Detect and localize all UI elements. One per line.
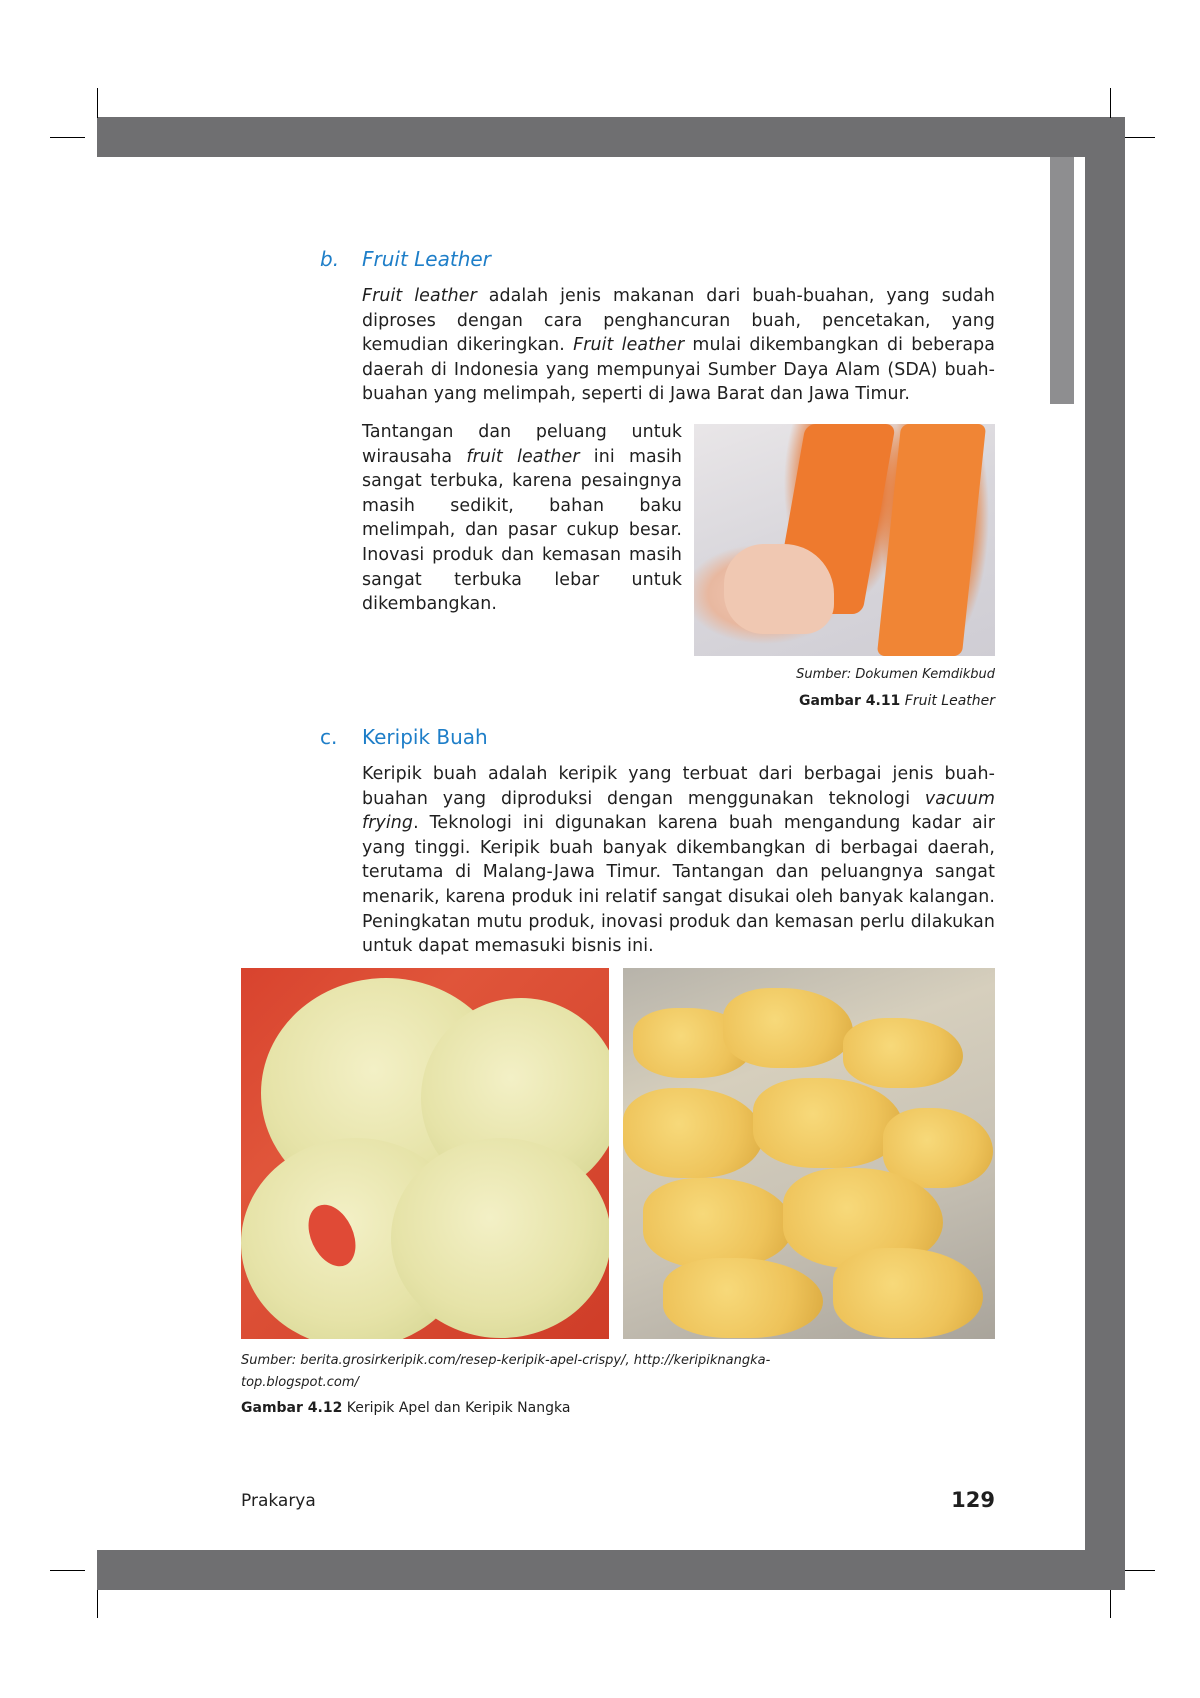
crop-mark (97, 88, 98, 118)
figure-label: Gambar 4.12 (241, 1400, 343, 1416)
fruit-leather-paragraph-1 (362, 284, 995, 407)
crop-mark (1110, 88, 1111, 118)
figure-title: Keripik Apel dan Keripik Nangka (346, 1400, 571, 1416)
crop-mark (50, 137, 85, 138)
fruit-leather-paragraph-2 (362, 420, 682, 617)
figure-4-11-caption (694, 693, 995, 709)
figure-4-11-source: Sumber: Dokumen Kemdikbud (796, 667, 995, 682)
section-c-heading (320, 725, 488, 749)
keripik-buah-paragraph (362, 762, 995, 959)
crop-mark (1125, 1570, 1155, 1571)
fruit-leather-photo (694, 424, 995, 656)
crop-mark (50, 1570, 85, 1571)
paragraph-text: adalah jenis makanan dari buah-buahan, yang sudah diproses dengan cara penghancuran buah, pencetakan, yang kemudian dikeringkan. (362, 286, 995, 356)
paragraph-text: ini masih sangat terbuka, karena pesaingnya masih sedikit, bahan baku melimpah, dan pasar cukup besar. Inovasi produk dan kemasan masih sangat terbuka lebar untuk dikembangkan. (362, 446, 682, 615)
figure-4-12-source: Sumber: berita.grosirkeripik.com/resep-keripik-apel-crispy/, http://keripiknangka-top.blogspot.com/ (241, 1353, 771, 1390)
footer-book-title: Prakarya (241, 1491, 316, 1511)
paragraph-text: mulai dikembangkan di beberapa daerah di Indonesia yang mempunyai Sumber Daya Alam (SDA) buah-buahan yang melimpah, seperti di Jawa Barat dan Jawa Timur. (362, 335, 996, 405)
crop-mark (1110, 1590, 1111, 1618)
term-fruit-leather: Fruit leather (573, 335, 685, 356)
section-c-title: Keripik Buah (362, 725, 488, 749)
term-vacuum-frying: vacuum frying (362, 788, 995, 834)
section-b-title: Fruit Leather (362, 247, 491, 271)
crop-mark (97, 1590, 98, 1618)
section-b-heading (320, 247, 491, 271)
chapter-tab (1050, 157, 1074, 404)
right-frame-bar (1085, 117, 1125, 1590)
page-number: 129 (951, 1488, 995, 1512)
term-fruit-leather: Fruit leather (362, 286, 477, 306)
section-c-letter: c. (320, 725, 338, 749)
figure-title: Fruit Leather (904, 693, 995, 709)
apple-chips-photo (241, 968, 609, 1339)
paragraph-text: Keripik buah adalah keripik yang terbuat dari berbagai jenis buah-buahan yang diproduksi dengan menggunakan teknologi (362, 764, 995, 809)
crop-mark (1125, 137, 1155, 138)
jackfruit-chips-photo (623, 968, 995, 1339)
bottom-frame-bar (97, 1550, 1125, 1590)
figure-4-12-caption (241, 1400, 570, 1416)
section-b-letter: b. (320, 247, 340, 271)
figure-label: Gambar 4.11 (798, 693, 901, 709)
paragraph-text: . Teknologi ini digunakan karena buah mengandung kadar air yang tinggi. Keripik buah banyak dikembangkan di berbagai daerah, terutama di Malang-Jawa Timur. Tantangan dan peluangnya sangat menarik, karena produk ini relatif sangat disukai oleh banyak kalangan. Peningkatan mutu produk, inovasi produk dan kemasan perlu dilakukan untuk dapat memasuki bisnis ini. (362, 813, 995, 957)
term-fruit-leather: fruit leather (466, 446, 580, 467)
top-frame-bar (97, 117, 1125, 157)
paragraph-text: Tantangan dan peluang untuk wirausaha (362, 422, 682, 467)
